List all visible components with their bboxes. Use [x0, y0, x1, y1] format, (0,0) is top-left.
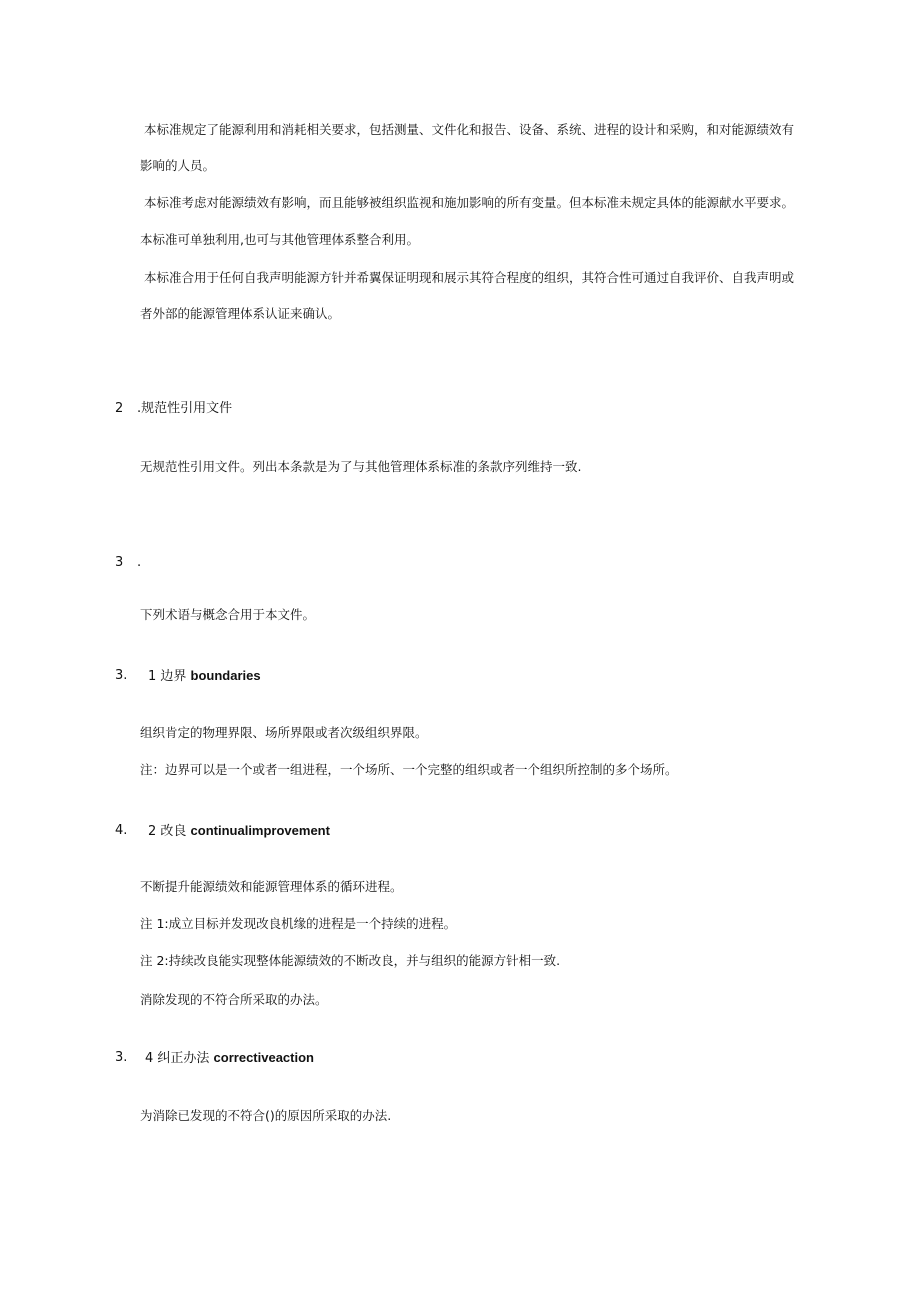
section-3-number: 3 [115, 555, 124, 570]
term-2-label-en: continualimprovement [190, 823, 330, 838]
section-2-title: .规范性引用文件 [137, 401, 233, 416]
term-3-label-cn: 4 纠正办法 [145, 1051, 210, 1066]
section-2-number: 2 [115, 401, 124, 416]
intro-paragraph-1-line-2: 影响的人员。 [140, 158, 216, 173]
section-3-title: . [137, 555, 142, 570]
intro-paragraph-3: 本标准可单独利用,也可与其他管理体系整合利用。 [140, 232, 419, 247]
term-3-number: 3. [115, 1050, 128, 1065]
intro-paragraph-4-line-1: 本标准合用于任何自我声明能源方针并希翼保证明现和展示其符合程度的组织，其符合性可通过自我评价、自我声明或 [144, 270, 795, 285]
intro-paragraph-2: 本标准考虑对能源绩效有影响，而且能够被组织监视和施加影响的所有变量。但本标准未规定具体的能源献水平要求。 [144, 195, 795, 210]
term-2-heading [148, 823, 330, 840]
term-2-number: 4. [115, 823, 128, 838]
term-1-heading [148, 668, 261, 685]
term-3-heading [145, 1050, 314, 1067]
intro-paragraph-1-line-1: 本标准规定了能源利用和消耗相关要求，包括测量、文件化和报告、设备、系统、进程的设计和采购，和对能源绩效有 [144, 122, 795, 137]
term-1-label-en: boundaries [190, 668, 261, 683]
term-2-extra: 消除发现的不符合所采取的办法。 [140, 992, 328, 1007]
section-2-body: 无规范性引用文件。列出本条款是为了与其他管理体系标准的条款序列维持一致. [140, 459, 582, 474]
term-2-label-cn: 2 改良 [148, 824, 187, 839]
section-3-body: 下列术语与概念合用于本文件。 [140, 607, 316, 622]
term-1-label-cn: 1 边界 [148, 669, 187, 684]
term-1-number: 3. [115, 668, 128, 683]
term-1-definition: 组织肯定的物理界限、场所界限或者次级组织界限。 [140, 725, 428, 740]
term-3-label-en: correctiveaction [213, 1050, 314, 1065]
term-2-note-2: 注 2:持续改良能实现整体能源绩效的不断改良，并与组织的能源方针相一致. [140, 953, 561, 968]
term-2-note-1: 注 1:成立目标并发现改良机缘的进程是一个持续的进程。 [140, 916, 457, 931]
intro-paragraph-4-line-2: 者外部的能源管理体系认证来确认。 [140, 306, 341, 321]
term-2-definition: 不断提升能源绩效和能源管理体系的循环进程。 [140, 879, 403, 894]
term-1-note: 注：边界可以是一个或者一组进程，一个场所、一个完整的组织或者一个组织所控制的多个场所。 [140, 762, 678, 777]
term-3-definition: 为消除已发现的不符合()的原因所采取的办法. [140, 1108, 392, 1123]
